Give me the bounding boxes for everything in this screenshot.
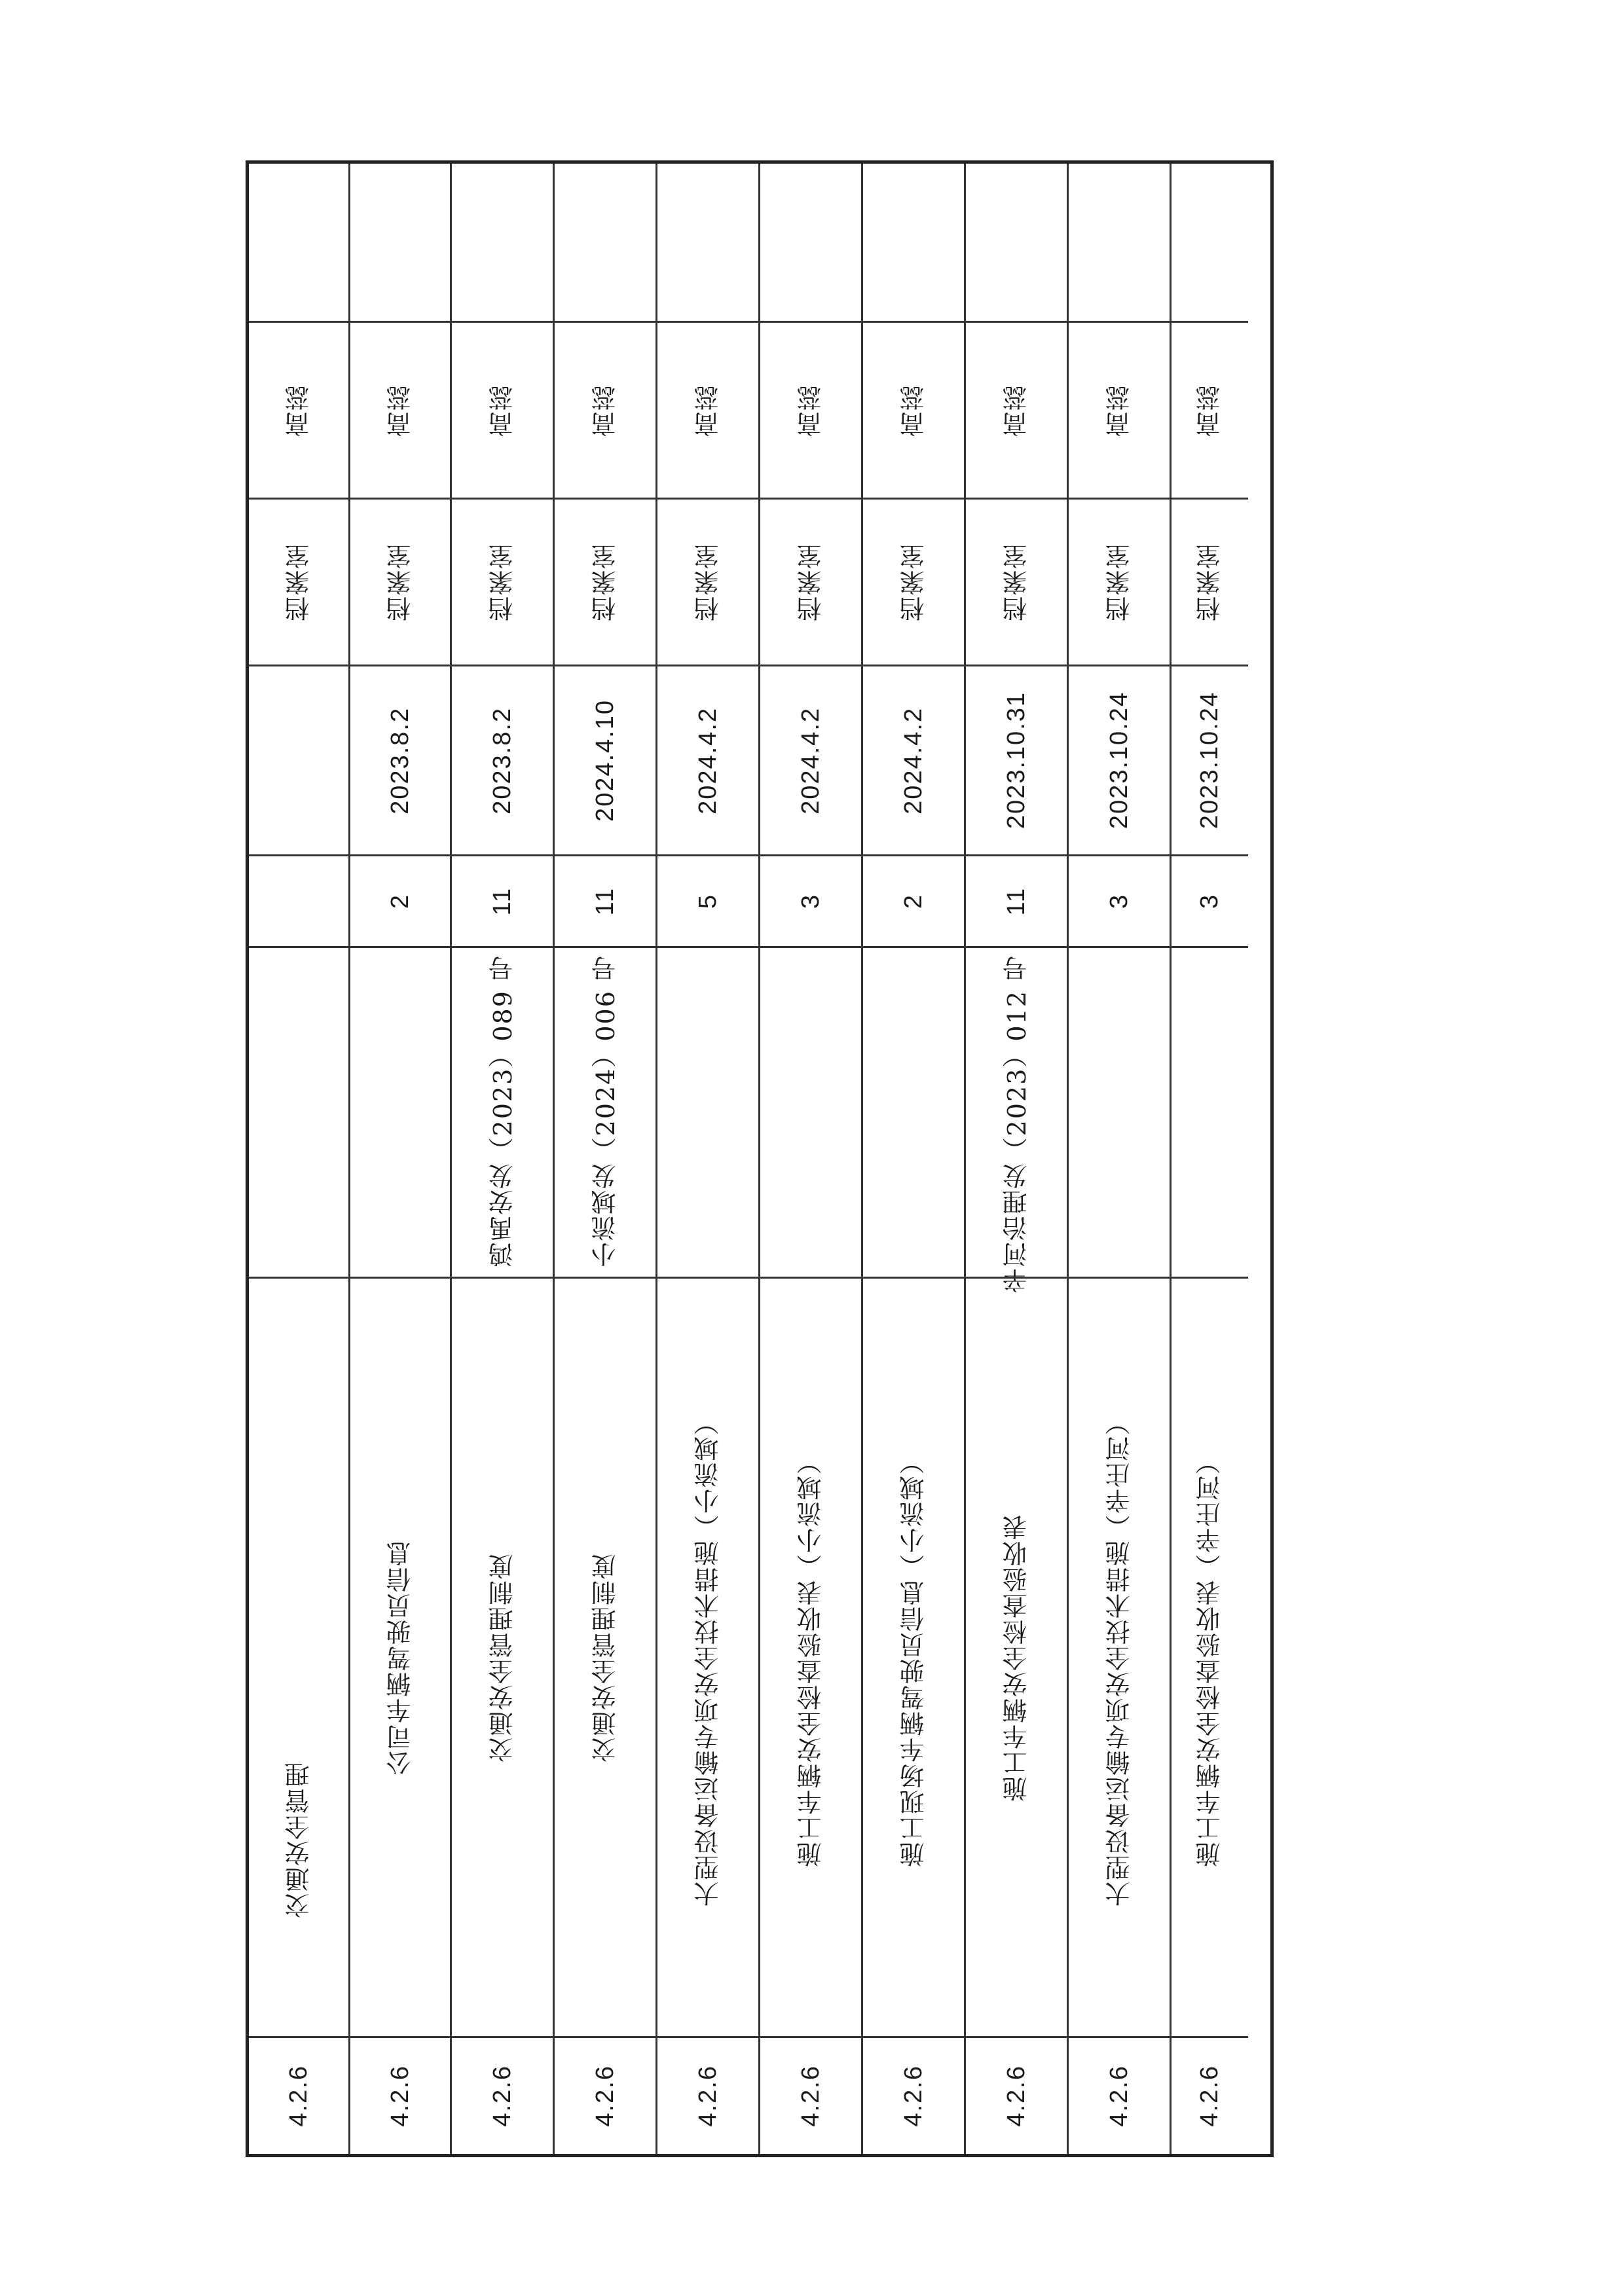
location-text: 档案室 xyxy=(1105,543,1134,621)
cell-title xyxy=(863,1277,964,2036)
cell-title xyxy=(350,1277,450,2036)
table-row xyxy=(452,164,555,2154)
cell-title xyxy=(966,1277,1067,2036)
cell-clause xyxy=(760,2036,861,2154)
title-text: 施工车辆安全检查验收表 xyxy=(1002,1513,1031,1802)
cell-pages xyxy=(350,854,450,946)
cell-title xyxy=(760,1277,861,2036)
clause-text: 4.2.6 xyxy=(796,2065,824,2127)
clause-text: 4.2.6 xyxy=(488,2065,516,2127)
title-text: 大型设备运输专项安全技术措施（辛庄河） xyxy=(1105,1408,1134,1906)
cell-doc-no xyxy=(863,946,964,1277)
cell-clause xyxy=(1172,2036,1248,2154)
cell-owner xyxy=(452,321,553,498)
cell-pages xyxy=(452,854,553,946)
cell-owner xyxy=(249,321,348,498)
cell-location xyxy=(1172,498,1248,665)
cell-title xyxy=(657,1277,758,2036)
title-text: 交通安全管理制度 xyxy=(488,1552,517,1762)
cell-doc-no xyxy=(1069,946,1170,1277)
clause-text: 4.2.6 xyxy=(1196,2065,1223,2127)
cell-doc-no xyxy=(966,946,1067,1294)
cell-remark xyxy=(966,164,1067,321)
cell-location xyxy=(966,498,1067,665)
location-text: 档案室 xyxy=(488,543,517,621)
cell-clause xyxy=(249,2036,348,2154)
clause-text: 4.2.6 xyxy=(899,2065,927,2127)
title-text: 公司车辆驾驶员信息 xyxy=(386,1539,415,1776)
cell-date xyxy=(1172,665,1248,854)
owner-text: 高蕊 xyxy=(899,384,929,437)
date-text: 2024.4.2 xyxy=(899,706,927,814)
cell-doc-no xyxy=(452,946,553,1277)
pages-text: 11 xyxy=(591,886,619,916)
pages-text: 2 xyxy=(899,893,927,909)
pages-text: 3 xyxy=(1196,893,1223,909)
owner-text: 高蕊 xyxy=(488,384,517,437)
cell-remark xyxy=(760,164,861,321)
cell-date xyxy=(657,665,758,854)
table-row xyxy=(555,164,657,2154)
cell-title xyxy=(1069,1277,1170,2036)
cell-doc-no xyxy=(760,946,861,1277)
doc-no-text: 小流域发（2024）006 号 xyxy=(591,955,620,1267)
date-text: 2024.4.2 xyxy=(796,706,824,814)
cell-clause xyxy=(657,2036,758,2154)
pages-text: 3 xyxy=(796,893,824,909)
cell-owner xyxy=(1172,321,1248,498)
clause-text: 4.2.6 xyxy=(284,2065,312,2127)
cell-date xyxy=(555,665,655,854)
location-text: 档案室 xyxy=(693,543,723,621)
owner-text: 高蕊 xyxy=(1105,384,1134,437)
clause-text: 4.2.6 xyxy=(386,2065,414,2127)
clause-text: 4.2.6 xyxy=(693,2065,722,2127)
cell-remark xyxy=(863,164,964,321)
owner-text: 高蕊 xyxy=(386,384,415,437)
cell-owner xyxy=(863,321,964,498)
owner-text: 高蕊 xyxy=(796,384,826,437)
owner-text: 高蕊 xyxy=(284,384,314,437)
cell-remark xyxy=(657,164,758,321)
cell-location xyxy=(350,498,450,665)
date-text: 2023.8.2 xyxy=(386,706,414,814)
location-text: 档案室 xyxy=(591,543,620,621)
cell-title xyxy=(452,1277,553,2036)
location-text: 档案室 xyxy=(1002,543,1031,621)
table-row xyxy=(760,164,863,2154)
pages-text: 5 xyxy=(693,893,722,909)
date-text: 2024.4.2 xyxy=(693,706,722,814)
owner-text: 高蕊 xyxy=(1002,384,1031,437)
table-row xyxy=(657,164,760,2154)
cell-date xyxy=(1069,665,1170,854)
owner-text: 高蕊 xyxy=(693,384,723,437)
date-text: 2023.10.24 xyxy=(1105,691,1133,829)
cell-pages xyxy=(555,854,655,946)
table-row xyxy=(966,164,1069,2154)
cell-date xyxy=(760,665,861,854)
cell-location xyxy=(555,498,655,665)
cell-remark xyxy=(350,164,450,321)
doc-no-text: 鸿禹安发（2023）089 号 xyxy=(488,955,517,1267)
cell-pages xyxy=(760,854,861,946)
location-text: 档案室 xyxy=(1196,543,1225,621)
cell-owner xyxy=(555,321,655,498)
title-text: 交通安全管理 xyxy=(284,1761,314,1918)
cell-date xyxy=(452,665,553,854)
cell-location xyxy=(249,498,348,665)
doc-no-text: 辛河治理发（2023）012 号 xyxy=(1002,955,1031,1294)
cell-pages xyxy=(249,854,348,946)
pages-text: 3 xyxy=(1105,893,1133,909)
cell-doc-no xyxy=(657,946,758,1277)
table-row xyxy=(863,164,966,2154)
location-text: 档案室 xyxy=(899,543,929,621)
cell-title xyxy=(1172,1277,1248,2036)
cell-date xyxy=(350,665,450,854)
cell-date xyxy=(863,665,964,854)
cell-clause xyxy=(452,2036,553,2154)
cell-remark xyxy=(249,164,348,321)
pages-text: 2 xyxy=(386,893,414,909)
cell-clause xyxy=(350,2036,450,2154)
cell-clause xyxy=(863,2036,964,2154)
cell-remark xyxy=(555,164,655,321)
table-row xyxy=(350,164,452,2154)
cell-location xyxy=(760,498,861,665)
cell-owner xyxy=(350,321,450,498)
cell-pages xyxy=(863,854,964,946)
title-text: 交通安全管理制度 xyxy=(591,1552,620,1762)
owner-text: 高蕊 xyxy=(591,384,620,437)
location-text: 档案室 xyxy=(386,543,415,621)
cell-doc-no xyxy=(249,946,348,1277)
cell-pages xyxy=(966,854,1067,946)
cell-pages xyxy=(657,854,758,946)
table-row xyxy=(1172,164,1248,2154)
cell-clause xyxy=(966,2036,1067,2154)
cell-doc-no xyxy=(1172,946,1248,1277)
document-table xyxy=(246,160,1274,2157)
cell-location xyxy=(657,498,758,665)
cell-remark xyxy=(1069,164,1170,321)
cell-date xyxy=(966,665,1067,854)
date-text: 2023.10.24 xyxy=(1196,691,1223,829)
clause-text: 4.2.6 xyxy=(1002,2065,1030,2127)
clause-text: 4.2.6 xyxy=(1105,2065,1133,2127)
cell-clause xyxy=(555,2036,655,2154)
owner-text: 高蕊 xyxy=(1196,384,1225,437)
title-text: 施工车辆安全检查验收表（辛庄河） xyxy=(1196,1448,1225,1867)
location-text: 档案室 xyxy=(796,543,826,621)
cell-location xyxy=(863,498,964,665)
title-text: 施工车辆安全检查验收表（小流域） xyxy=(796,1448,826,1867)
date-text: 2024.4.10 xyxy=(591,699,619,822)
cell-location xyxy=(452,498,553,665)
cell-pages xyxy=(1172,854,1248,946)
cell-remark xyxy=(452,164,553,321)
cell-title xyxy=(249,1277,348,2036)
pages-text: 11 xyxy=(1002,886,1030,916)
title-text: 大型设备运输专项安全技术措施（小流域） xyxy=(693,1408,723,1906)
title-text: 施工现场车辆驾驶员信息（小流域） xyxy=(899,1448,929,1867)
cell-owner xyxy=(966,321,1067,498)
cell-clause xyxy=(1069,2036,1170,2154)
cell-owner xyxy=(1069,321,1170,498)
table-row xyxy=(1069,164,1172,2154)
location-text: 档案室 xyxy=(284,543,314,621)
clause-text: 4.2.6 xyxy=(591,2065,619,2127)
table-row xyxy=(249,164,350,2154)
date-text: 2023.10.31 xyxy=(1002,691,1030,829)
cell-date xyxy=(249,665,348,854)
cell-owner xyxy=(657,321,758,498)
date-text: 2023.8.2 xyxy=(488,706,516,814)
pages-text: 11 xyxy=(488,886,516,916)
cell-pages xyxy=(1069,854,1170,946)
cell-owner xyxy=(760,321,861,498)
cell-doc-no xyxy=(350,946,450,1277)
cell-remark xyxy=(1172,164,1248,321)
cell-title xyxy=(555,1277,655,2036)
cell-doc-no xyxy=(555,946,655,1277)
cell-location xyxy=(1069,498,1170,665)
